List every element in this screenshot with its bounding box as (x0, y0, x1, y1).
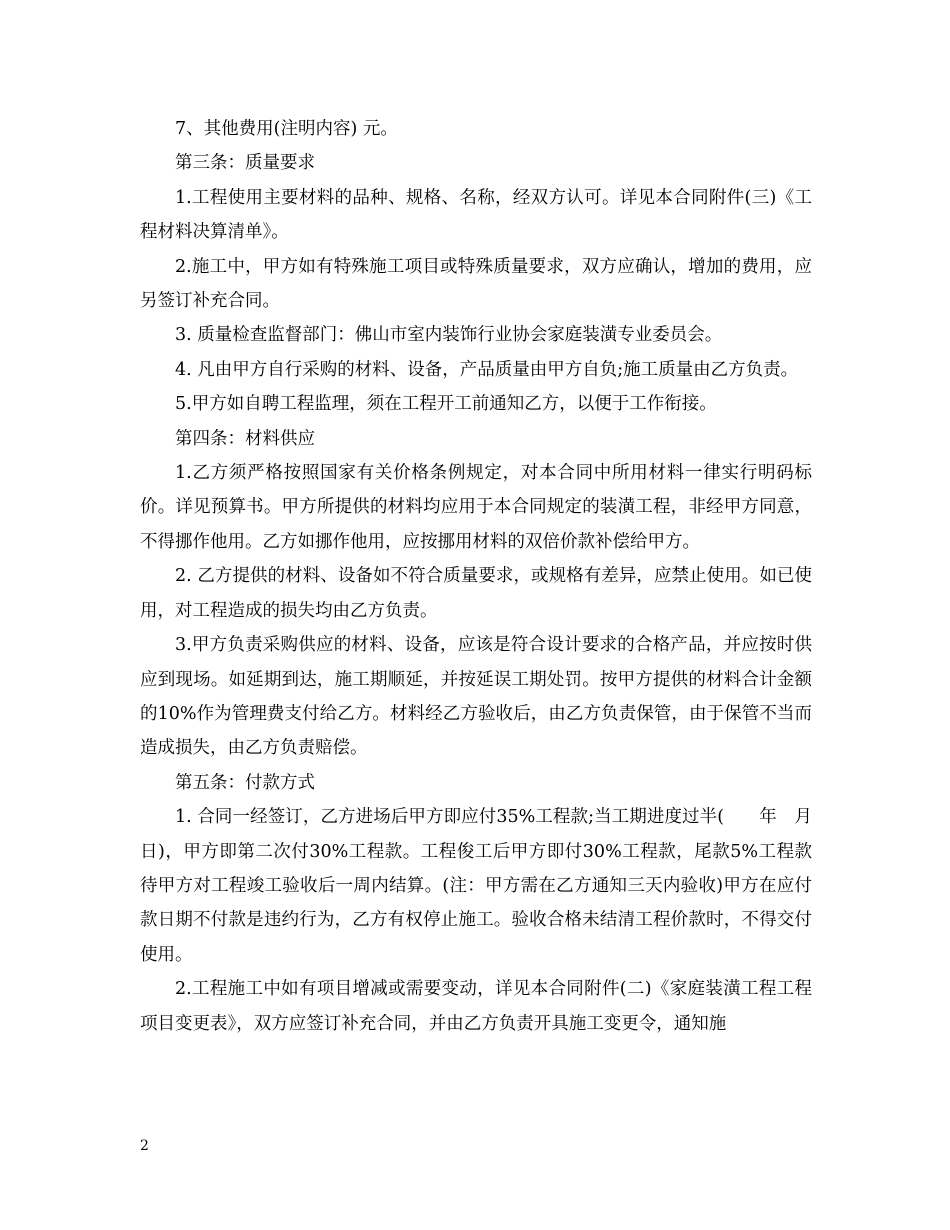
paragraph-3-1: 1.工程使用主要材料的品种、规格、名称，经双方认可。详见本合同附件(三)《工程材料决算清单》。 (140, 187, 812, 243)
paragraph-other-fees: 7、其他费用(注明内容) 元。 (175, 119, 398, 139)
heading-article-4-materials: 第四条：材料供应 (175, 428, 315, 449)
paragraph-5-2: 2.工程施工中如有项目增减或需要变动，详见本合同附件(二)《家庭装潢工程工程项目变更表》，双方应签订补充合同，并由乙方负责开具施工变更令，通知施 (140, 979, 812, 1034)
heading-article-3-quality: 第三条：质量要求 (175, 153, 315, 174)
document-page (140, 112, 847, 1041)
page-number: 2 (140, 1138, 149, 1154)
paragraph-5-1: 1. 合同一经签订，乙方进场后甲方即应付35%工程款;当工期进度过半( 年 月 日)，甲方即第二次付30%工程款。工程俊工后甲方即付30%工程款，尾款5%工程款待甲方对工程竣工验收后一周内结算。(注：甲方需在乙方通知三天内验收)甲方在应付款日期不付款是违约行为，乙方有权停止施工。验收合格未结清工程价款时，不得交付使用。 (140, 807, 847, 965)
paragraph-4-2: 2. 乙方提供的材料、设备如不符合质量要求，或规格有差异，应禁止使用。如已使用，对工程造成的损失均由乙方负责。 (140, 566, 812, 621)
paragraph-4-1: 1.乙方须严格按照国家有关价格条例规定，对本合同中所用材料一律实行明码标价。详见预算书。甲方所提供的材料均应用于本合同规定的装潢工程，非经甲方同意，不得挪作他用。乙方如挪作他用，应按挪用材料的双倍价款补偿给甲方。 (140, 463, 812, 552)
paragraph-3-3: 3. 质量检查监督部门：佛山市室内装饰行业协会家庭装潢专业委员会。 (175, 325, 723, 346)
paragraph-3-4: 4. 凡由甲方自行采购的材料、设备，产品质量由甲方自负;施工质量由乙方负责。 (175, 359, 799, 380)
paragraph-4-3: 3.甲方负责采购供应的材料、设备，应该是符合设计要求的合格产品，并应按时供应到现场。如延期到达，施工期顺延，并按延误工期处罚。按甲方提供的材料合计金额的10%作为管理费支付给乙方。材料经乙方验收后，由乙方负责保管，由于保管不当而造成损失，由乙方负责赔偿。 (140, 635, 812, 759)
heading-article-5-payment: 第五条：付款方式 (175, 772, 315, 793)
paragraph-3-5: 5.甲方如自聘工程监理，须在工程开工前通知乙方，以便于工作衔接。 (175, 394, 717, 415)
paragraph-3-2: 2.施工中，甲方如有特殊施工项目或特殊质量要求，双方应确认，增加的费用，应另签订补充合同。 (140, 256, 812, 312)
